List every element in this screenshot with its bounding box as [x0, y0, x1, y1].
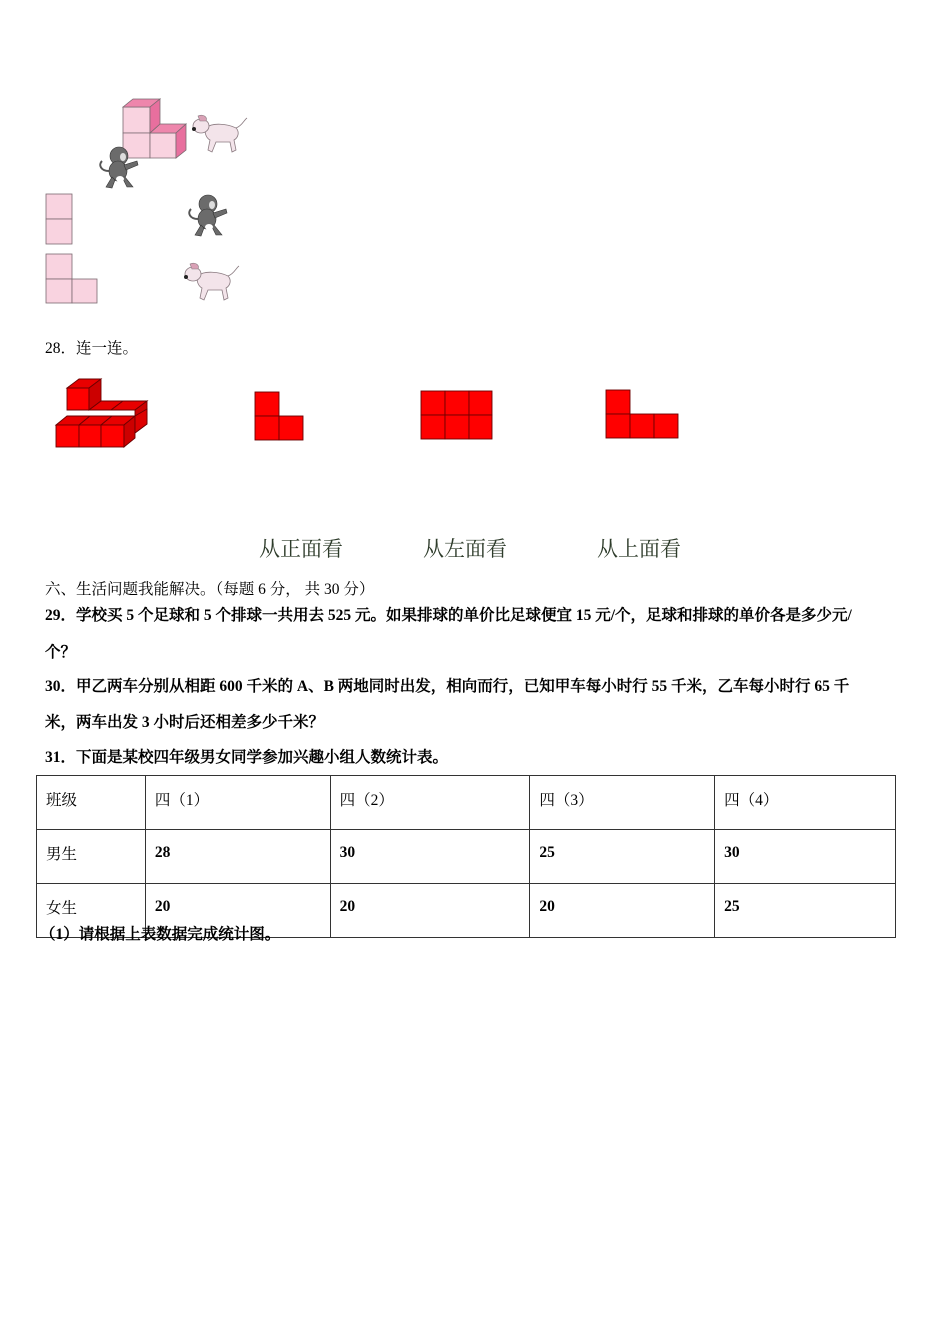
table-cell: 20 — [330, 884, 530, 938]
table-row — [37, 830, 896, 884]
q30-line2: 米，两车出发 3 小时后还相差多少千米？ — [45, 714, 325, 731]
row-label: 女生 — [37, 884, 146, 938]
table-cell: 20 — [145, 884, 330, 938]
q31-title: 31．下面是某校四年级男女同学参加兴趣小组人数统计表。 — [45, 749, 449, 766]
view-label-left: 从左面看 — [423, 537, 507, 561]
q30-line1: 30．甲乙两车分别从相距 600 千米的 A、B 两地同时出发，相向而行，已知甲车每小时行 55 千米，乙车每小时行 65 千 — [45, 678, 850, 695]
header-cell: 四（2） — [330, 776, 530, 830]
q28-title: 28．连一连。 — [45, 340, 139, 357]
red-cube-solid — [0, 0, 950, 470]
header-cell: 四（3） — [530, 776, 715, 830]
table-cell: 25 — [530, 830, 715, 884]
stats-table — [36, 775, 896, 938]
table-cell: 25 — [715, 884, 896, 938]
table-header-row — [37, 776, 896, 830]
table-cell: 20 — [530, 884, 715, 938]
q31-sub1: （1）请根据上表数据完成统计图。 — [40, 926, 281, 943]
row-label: 男生 — [37, 830, 146, 884]
q29-line2: 个？ — [45, 644, 77, 661]
header-cell: 四（1） — [145, 776, 330, 830]
table-cell: 30 — [715, 830, 896, 884]
table-cell: 28 — [145, 830, 330, 884]
table-cell: 30 — [330, 830, 530, 884]
section6-heading: 六、生活问题我能解决。（每题 6 分， 共 30 分） — [45, 581, 375, 598]
header-cell: 四（4） — [715, 776, 896, 830]
q29-line1: 29．学校买 5 个足球和 5 个排球一共用去 525 元。如果排球的单价比足球便宜 15 元/个，足球和排球的单价各是多少元/ — [45, 607, 852, 624]
header-cell: 班级 — [37, 776, 146, 830]
view-label-front: 从正面看 — [259, 537, 343, 561]
view-label-top: 从上面看 — [597, 537, 681, 561]
